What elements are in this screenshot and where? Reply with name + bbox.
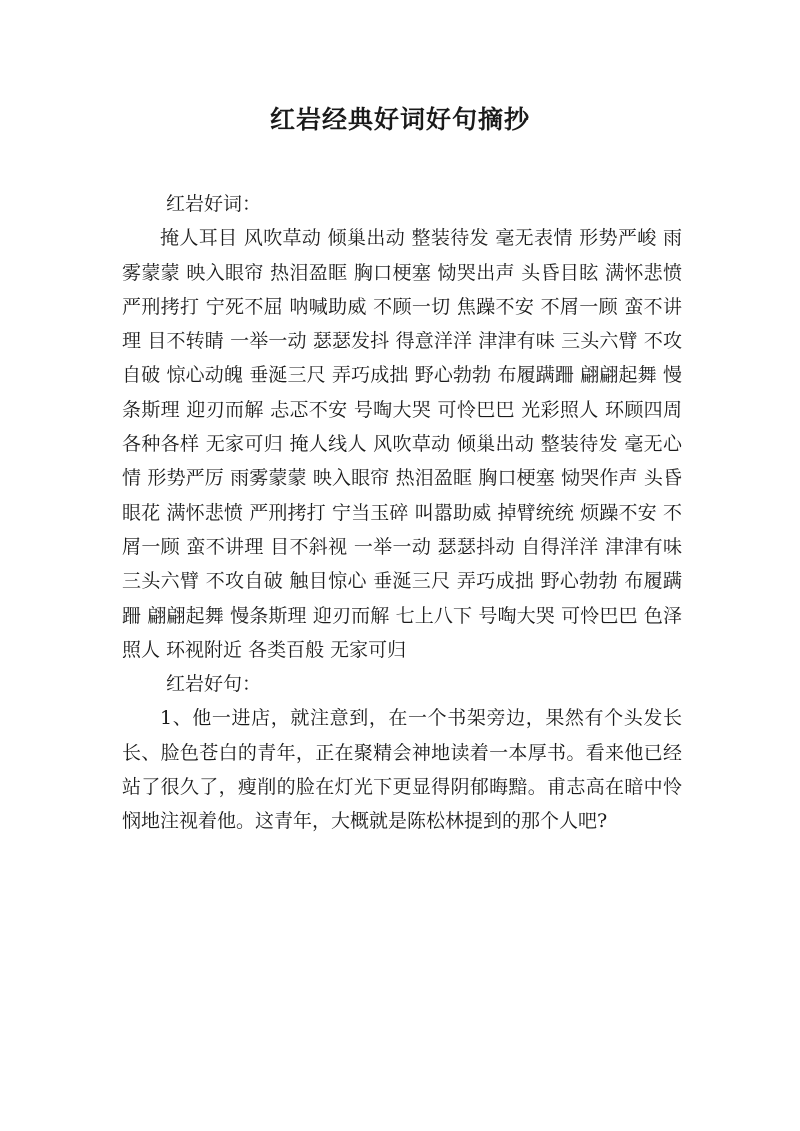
- document-title: 红岩经典好词好句摘抄: [269, 105, 530, 134]
- good-words-paragraph: 掩人耳目 风吹草动 倾巢出动 整装待发 毫无表情 形势严峻 雨雾蒙蒙 映入眼帘 热泪盈眶 胸口梗塞 恸哭出声 头昏目眩 满怀悲愤 严刑拷打 宁死不屈 呐喊助威 不顾一切 焦躁不安 不屑一顾 蛮不讲理 目不转睛 一举一动 瑟瑟发抖 得意洋洋 津津有味 三头六臂 不攻自破 惊心动魄 垂涎三尺 弄巧成拙 野心勃勃 布履蹒跚 翩翩起舞 慢条斯理 迎刃而解 忐忑不安 号啕大哭 可怜巴巴 光彩照人 环顾四周 各种各样 无家可归 掩人线人 风吹草动 倾巢出动 整装待发 毫无心情 形势严厉 雨雾蒙蒙 映入眼帘 热泪盈眶 胸口梗塞 恸哭作声 头昏眼花 满怀悲愤 严刑拷打 宁当玉碎 叫嚣助威 掉臂统统 烦躁不安 不屑一顾 蛮不讲理 目不斜视 一举一动 瑟瑟抖动 自得洋洋 津津有味 三头六臂 不攻自破 触目惊心 垂涎三尺 弄巧成拙 野心勃勃 布履蹒跚 翩翩起舞 慢条斯理 迎刃而解 七上八下 号啕大哭 可怜巴巴 色泽照人 环视附近 各类百般 无家可归: [122, 227, 682, 661]
- good-sentences-paragraph: 1、他一进店，就注意到，在一个书架旁边，果然有个头发长长、脸色苍白的青年，正在聚精会神地读着一本厚书。看来他已经站了很久了，瘦削的脸在灯光下更显得阴郁晦黯。甫志高在暗中怜悯地注视着他。这青年，大概就是陈松林提到的那个人吧?: [122, 707, 682, 833]
- section-heading-good-words: 红岩好词：: [166, 193, 262, 215]
- document-body: [122, 187, 682, 839]
- section-heading-good-sentences: 红岩好句：: [166, 673, 262, 696]
